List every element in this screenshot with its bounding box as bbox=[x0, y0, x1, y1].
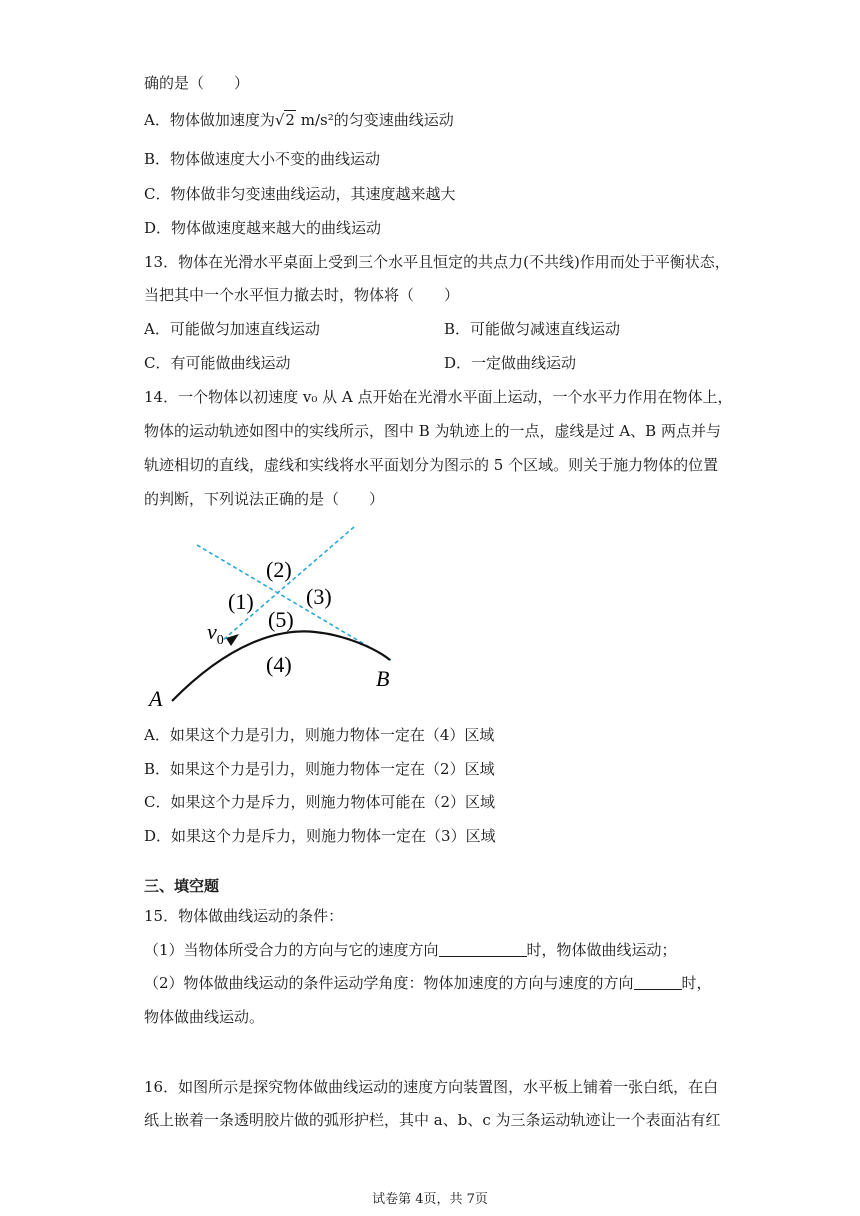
q14-option-c: C．如果这个力是斥力，则施力物体可能在（2）区域 bbox=[144, 793, 496, 811]
q15-part2-after: 时， bbox=[681, 974, 712, 992]
sqrt-radicand: 2 bbox=[285, 111, 295, 129]
q12-option-a bbox=[144, 110, 454, 130]
q15-part2-before: （2）物体做曲线运动的条件运动学角度：物体加速度的方向与速度的方向 bbox=[144, 974, 634, 992]
q12-option-a-prefix: A．物体做加速度为 bbox=[144, 111, 275, 129]
q12-option-a-suffix: 的匀变速曲线运动 bbox=[333, 111, 454, 129]
q14-figure bbox=[140, 520, 420, 720]
q14-stem-line1: 14．一个物体以初速度 v₀ 从 A 点开始在光滑水平面上运动，一个水平力作用在物体上， bbox=[144, 388, 733, 406]
q15-part1-after: 时，物体做曲线运动； bbox=[526, 941, 677, 959]
q15-part2-line2: 物体做曲线运动。 bbox=[144, 1008, 265, 1026]
q13-option-c: C．有可能做曲线运动 bbox=[144, 354, 291, 372]
q13-stem-line2: 当把其中一个水平恒力撤去时，物体将（ ） bbox=[144, 286, 460, 304]
q15-part2 bbox=[144, 973, 712, 993]
region-label-5: (5) bbox=[268, 607, 294, 632]
region-label-1: (1) bbox=[228, 589, 254, 614]
q13-option-d: D．一定做曲线运动 bbox=[444, 354, 577, 372]
q16-stem-line2: 纸上嵌着一条透明胶片做的弧形护栏，其中 a、b、c 为三条运动轨迹让一个表面沾有红 bbox=[144, 1111, 721, 1129]
q16-stem-line1: 16．如图所示是探究物体做曲线运动的速度方向装置图，水平板上铺着一张白纸，在白 bbox=[144, 1078, 719, 1096]
point-b-label: B bbox=[376, 666, 390, 691]
q13-stem-line1: 13．物体在光滑水平桌面上受到三个水平且恒定的共点力(不共线)作用而处于平衡状态， bbox=[144, 253, 730, 271]
q15-stem: 15．物体做曲线运动的条件： bbox=[144, 907, 344, 925]
v0-label bbox=[207, 619, 224, 648]
sqrt-symbol: √2 bbox=[274, 111, 295, 129]
point-a-label: A bbox=[149, 686, 163, 711]
q15-part1-before: （1）当物体所受合力的方向与它的速度方向 bbox=[144, 941, 439, 959]
region-label-2: (2) bbox=[266, 557, 292, 582]
q14-stem-line3: 轨迹相切的直线，虚线和实线将水平面划分为图示的 5 个区域。则关于施力物体的位置 bbox=[144, 456, 719, 474]
q15-blank-1[interactable] bbox=[439, 940, 527, 957]
tangent-line-a bbox=[197, 545, 391, 660]
page-footer: 试卷第 4页，共 7页 bbox=[372, 1192, 488, 1207]
q12-option-b: B．物体做速度大小不变的曲线运动 bbox=[144, 150, 381, 168]
q14-stem-line2: 物体的运动轨迹如图中的实线所示，图中 B 为轨迹上的一点，虚线是过 A、B 两点并与 bbox=[144, 422, 721, 440]
q12-option-a-unit: m/s² bbox=[295, 111, 334, 129]
v0-subscript: 0 bbox=[216, 633, 224, 648]
region-label-3: (3) bbox=[306, 584, 332, 609]
region-label-4: (4) bbox=[266, 652, 292, 677]
v0-letter: v bbox=[207, 619, 217, 644]
section-title: 三、填空题 bbox=[144, 877, 220, 895]
q15-part1 bbox=[144, 940, 677, 960]
q14-option-b: B．如果这个力是引力，则施力物体一定在（2）区域 bbox=[144, 760, 495, 778]
q13-option-b: B．可能做匀减速直线运动 bbox=[444, 320, 621, 338]
q13-option-a: A．可能做匀加速直线运动 bbox=[144, 320, 320, 338]
q12-stem-tail: 确的是（ ） bbox=[144, 74, 250, 92]
q12-option-c: C．物体做非匀变速曲线运动，其速度越来越大 bbox=[144, 185, 456, 203]
q14-stem-line4: 的判断，下列说法正确的是（ ） bbox=[144, 490, 385, 508]
q12-option-d: D．物体做速度越来越大的曲线运动 bbox=[144, 219, 382, 237]
velocity-arrow-icon bbox=[226, 634, 239, 646]
q14-option-a: A．如果这个力是引力，则施力物体一定在（4）区域 bbox=[144, 726, 495, 744]
q14-option-d: D．如果这个力是斥力，则施力物体一定在（3）区域 bbox=[144, 827, 496, 845]
q15-blank-2[interactable] bbox=[634, 973, 682, 990]
